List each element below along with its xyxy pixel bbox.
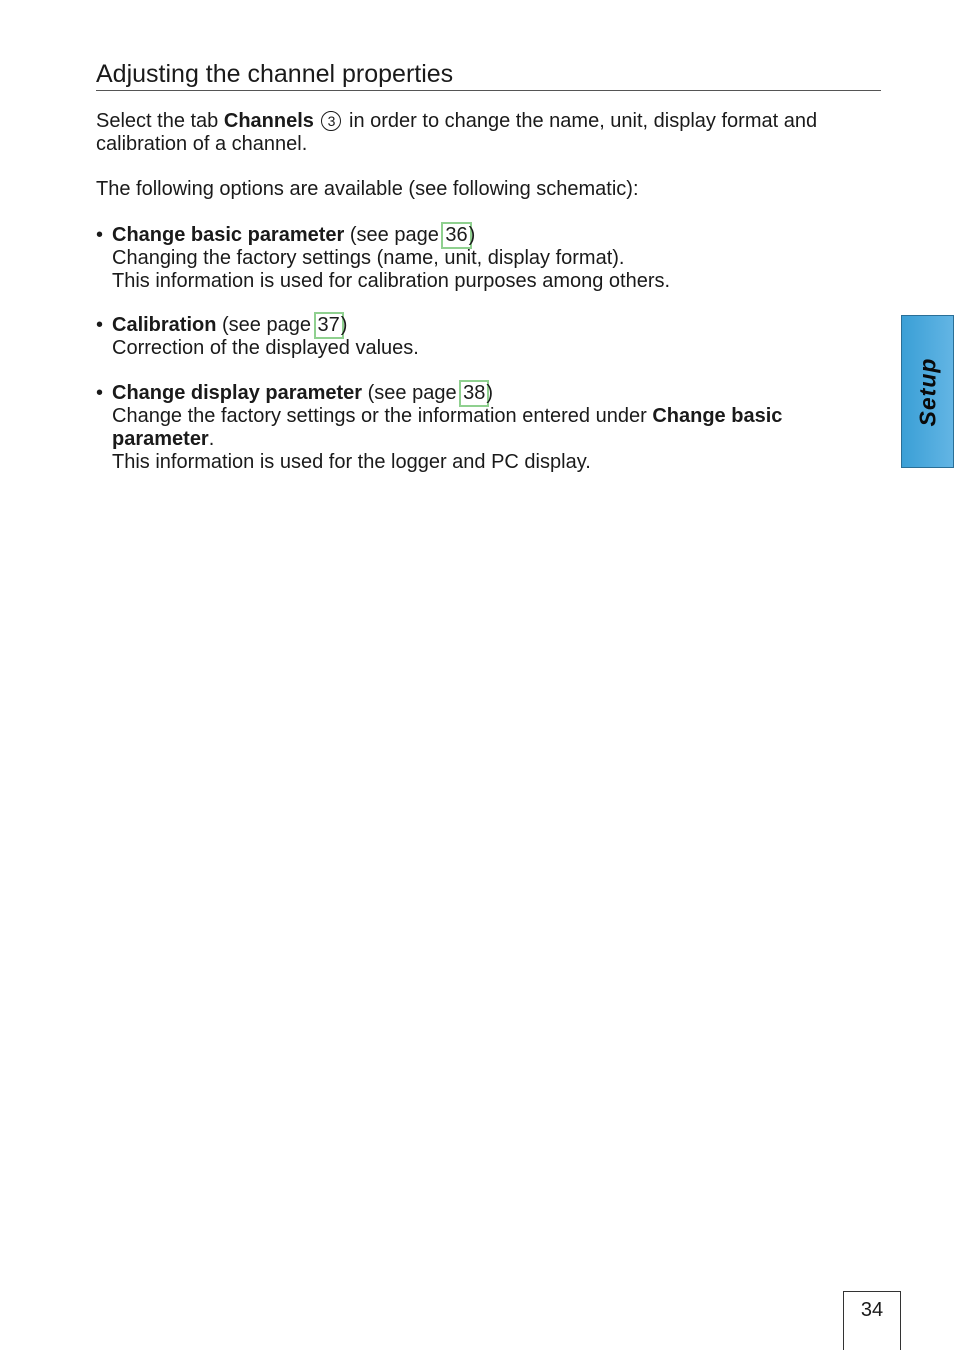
bullet-description (112, 405, 866, 451)
intro-text-after: in order to change the name, unit, display format and calibration of a channel. (96, 110, 818, 155)
see-page-text: (see page (362, 382, 463, 404)
page-number-box (843, 1291, 901, 1350)
description-text: . (208, 428, 215, 450)
bullet-icon: • (96, 224, 104, 246)
page-link-37[interactable]: 37 (317, 314, 340, 336)
channels-tab-name: Channels (223, 110, 314, 132)
bullet-description: This information is used for calibration purposes among others. (112, 270, 671, 292)
bullet-title: Change display parameter (112, 382, 363, 404)
bullet-description: Changing the factory settings (name, unit, display format). (112, 247, 625, 269)
bullet-icon: • (96, 382, 104, 404)
description-bold-term: Change basic parameter (112, 405, 783, 450)
callout-marker: 3 (321, 111, 341, 131)
options-intro-paragraph: The following options are available (see following schematic): (96, 178, 639, 200)
description-text: Change the factory settings or the information entered under (112, 405, 653, 427)
page-link-38[interactable]: 38 (463, 382, 486, 404)
section-heading-block (96, 58, 881, 91)
bullet-icon: • (96, 314, 104, 336)
page-number: 34 (860, 1299, 884, 1321)
setup-side-tab-label: Setup (914, 357, 940, 426)
page-link-36[interactable]: 36 (445, 224, 468, 246)
closing-paren: ) (468, 224, 476, 246)
bullet-item-change-display-parameter (96, 382, 866, 474)
closing-paren: ) (340, 314, 348, 336)
intro-text-before: Select the tab (96, 110, 224, 132)
bullet-item-change-basic-parameter (96, 224, 866, 293)
setup-side-tab[interactable] (901, 315, 954, 468)
see-page-text: (see page (344, 224, 445, 246)
intro-paragraph (96, 110, 886, 156)
bullet-title: Calibration (112, 314, 217, 336)
see-page-text: (see page (216, 314, 317, 336)
closing-paren: ) (486, 382, 494, 404)
bullet-description: Correction of the displayed values. (112, 337, 419, 359)
bullet-title: Change basic parameter (112, 224, 345, 246)
section-heading: Adjusting the channel properties (96, 60, 454, 88)
bullet-item-calibration (96, 314, 866, 360)
bullet-description: This information is used for the logger and PC display. (112, 451, 591, 473)
